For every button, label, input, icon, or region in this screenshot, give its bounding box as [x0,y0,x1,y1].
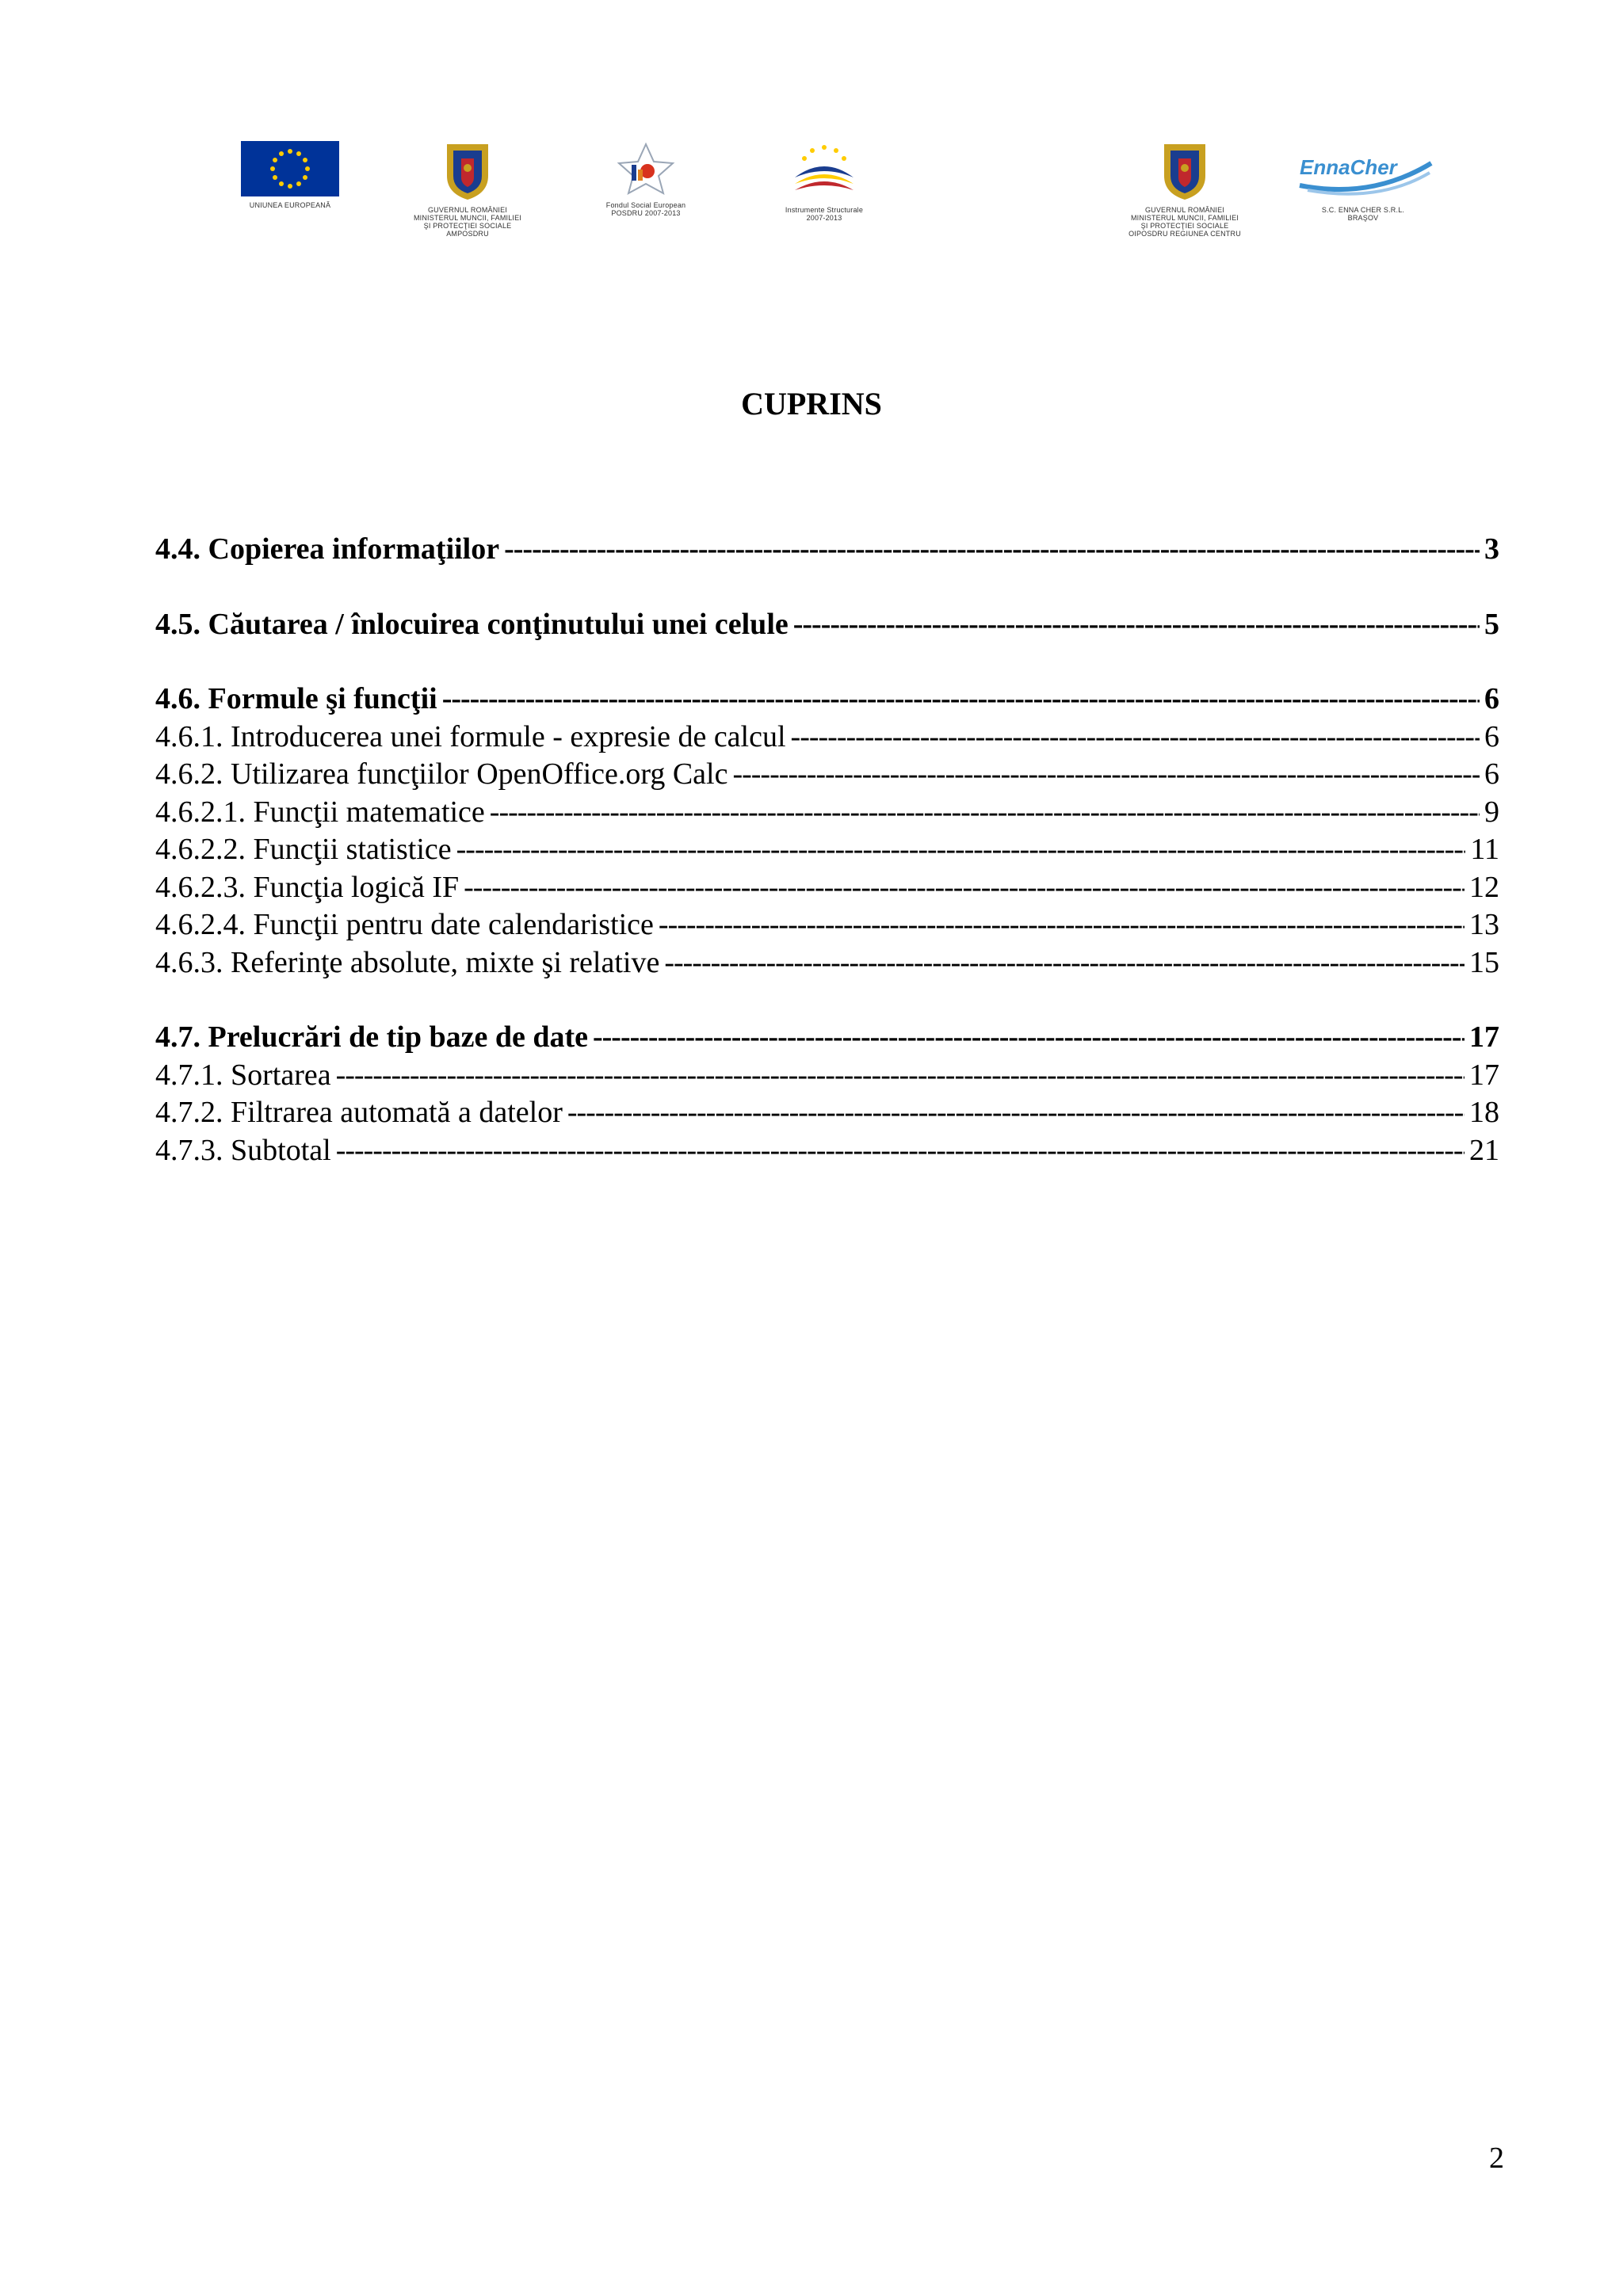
toc-entry-title: 4.7.1. Sortarea [155,1058,331,1092]
toc-entry-title: 4.7. Prelucrări de tip baze de date [155,1020,588,1054]
toc-entry-page: 6 [1484,757,1499,791]
toc-entry[interactable] [155,944,1499,982]
government-regional-caption: GUVERNUL ROMÂNIEI MINISTERUL MUNCII, FAMILIEI ŞI PROTECŢIEI SOCIALE OIPOSDRU REGIUNEA CENTRU [1128,206,1241,238]
toc-entry[interactable] [155,869,1499,907]
toc-entry[interactable] [155,719,1499,757]
romania-crest-icon [1159,141,1210,201]
structural-instruments-icon [781,141,868,201]
fse-star-icon [608,141,684,196]
toc-entry-page: 9 [1484,795,1499,829]
toc-entry[interactable] [155,794,1499,832]
structural-instruments-logo [765,141,884,222]
toc-entry-page: 18 [1469,1096,1499,1129]
toc-entry[interactable] [155,756,1499,794]
toc-dot-leader [464,869,1465,907]
romania-crest-icon [442,141,493,201]
fse-logo [582,141,709,217]
toc-entry-title: 4.6.2.4. Funcţii pentru date calendaristice [155,908,654,941]
toc-entry-page: 15 [1469,945,1499,979]
toc-entry-title: 4.4. Copierea informaţiilor [155,532,500,566]
toc-entry-page: 6 [1484,682,1499,715]
toc-entry[interactable] [155,831,1499,869]
toc-entry-page: 5 [1484,607,1499,641]
eu-logo [235,141,346,209]
toc-dot-leader [336,1057,1465,1095]
header-logos [0,141,1623,268]
toc-entry[interactable] [155,1019,1499,1057]
page-title: CUPRINS [741,386,882,421]
toc-entry-title: 4.6.3. Referinţe absolute, mixte şi relative [155,945,660,979]
toc-dot-leader [490,794,1480,832]
government-caption: GUVERNUL ROMÂNIEI MINISTERUL MUNCII, FAMILIEI ŞI PROTECŢIEI SOCIALE AMPOSDRU [413,206,522,238]
toc-entry[interactable] [155,531,1499,569]
ennacher-brand-text: EnnaCher [1300,155,1397,179]
toc-entry[interactable] [155,906,1499,944]
toc-entry[interactable] [155,1132,1499,1170]
toc-dot-leader [593,1019,1465,1057]
toc-entry-page: 11 [1470,833,1499,866]
toc-entry-title: 4.6.1. Introducerea unei formule - expresie de calcul [155,719,786,753]
toc-entry-title: 4.7.2. Filtrarea automată a datelor [155,1096,563,1129]
government-logo [396,141,539,238]
toc-entry-title: 4.6.2.2. Funcţii statistice [155,833,452,866]
toc-entry-title: 4.5. Căutarea / înlocuirea conţinutului unei celule [155,607,789,641]
table-of-contents [155,531,1499,1169]
toc-dot-leader [456,831,1466,869]
ennacher-logo [1284,141,1442,222]
toc-entry-page: 6 [1484,719,1499,753]
toc-dot-leader [791,719,1480,757]
toc-entry[interactable] [155,1057,1499,1095]
structural-instruments-caption: Instrumente Structurale 2007-2013 [785,206,864,222]
toc-entry-title: 4.7.3. Subtotal [155,1133,331,1167]
toc-entry-page: 13 [1469,908,1499,941]
toc-entry-page: 3 [1484,532,1499,566]
toc-entry-title: 4.6.2.1. Funcţii matematice [155,795,485,829]
toc-entry-title: 4.6.2.3. Funcţia logică IF [155,870,460,904]
toc-dot-leader [659,906,1465,944]
toc-dot-leader [336,1132,1465,1170]
toc-dot-leader [442,681,1480,719]
toc-dot-leader [567,1094,1465,1132]
toc-entry-title: 4.6. Formule şi funcţii [155,682,437,715]
toc-entry-page: 12 [1469,870,1499,904]
fse-caption: Fondul Social European POSDRU 2007-2013 [605,201,686,217]
toc-dot-leader [793,606,1480,644]
toc-dot-leader [664,944,1465,982]
toc-entry-page: 17 [1469,1020,1499,1054]
page-number: 2 [1489,2142,1504,2175]
toc-entry[interactable] [155,681,1499,719]
toc-dot-leader [504,531,1480,569]
toc-entry[interactable] [155,606,1499,644]
government-regional-logo [1109,141,1260,238]
toc-entry[interactable] [155,1094,1499,1132]
eu-flag-icon [241,141,339,196]
ennacher-caption: S.C. ENNA CHER S.R.L. BRAŞOV [1321,206,1405,222]
ennacher-wordmark-icon [1284,141,1442,201]
toc-entry-page: 21 [1469,1133,1499,1167]
eu-caption: UNIUNEA EUROPEANĂ [249,201,331,209]
toc-entry-page: 17 [1469,1058,1499,1092]
toc-dot-leader [732,756,1480,794]
toc-entry-title: 4.6.2. Utilizarea funcţiilor OpenOffice.org Calc [155,757,728,791]
